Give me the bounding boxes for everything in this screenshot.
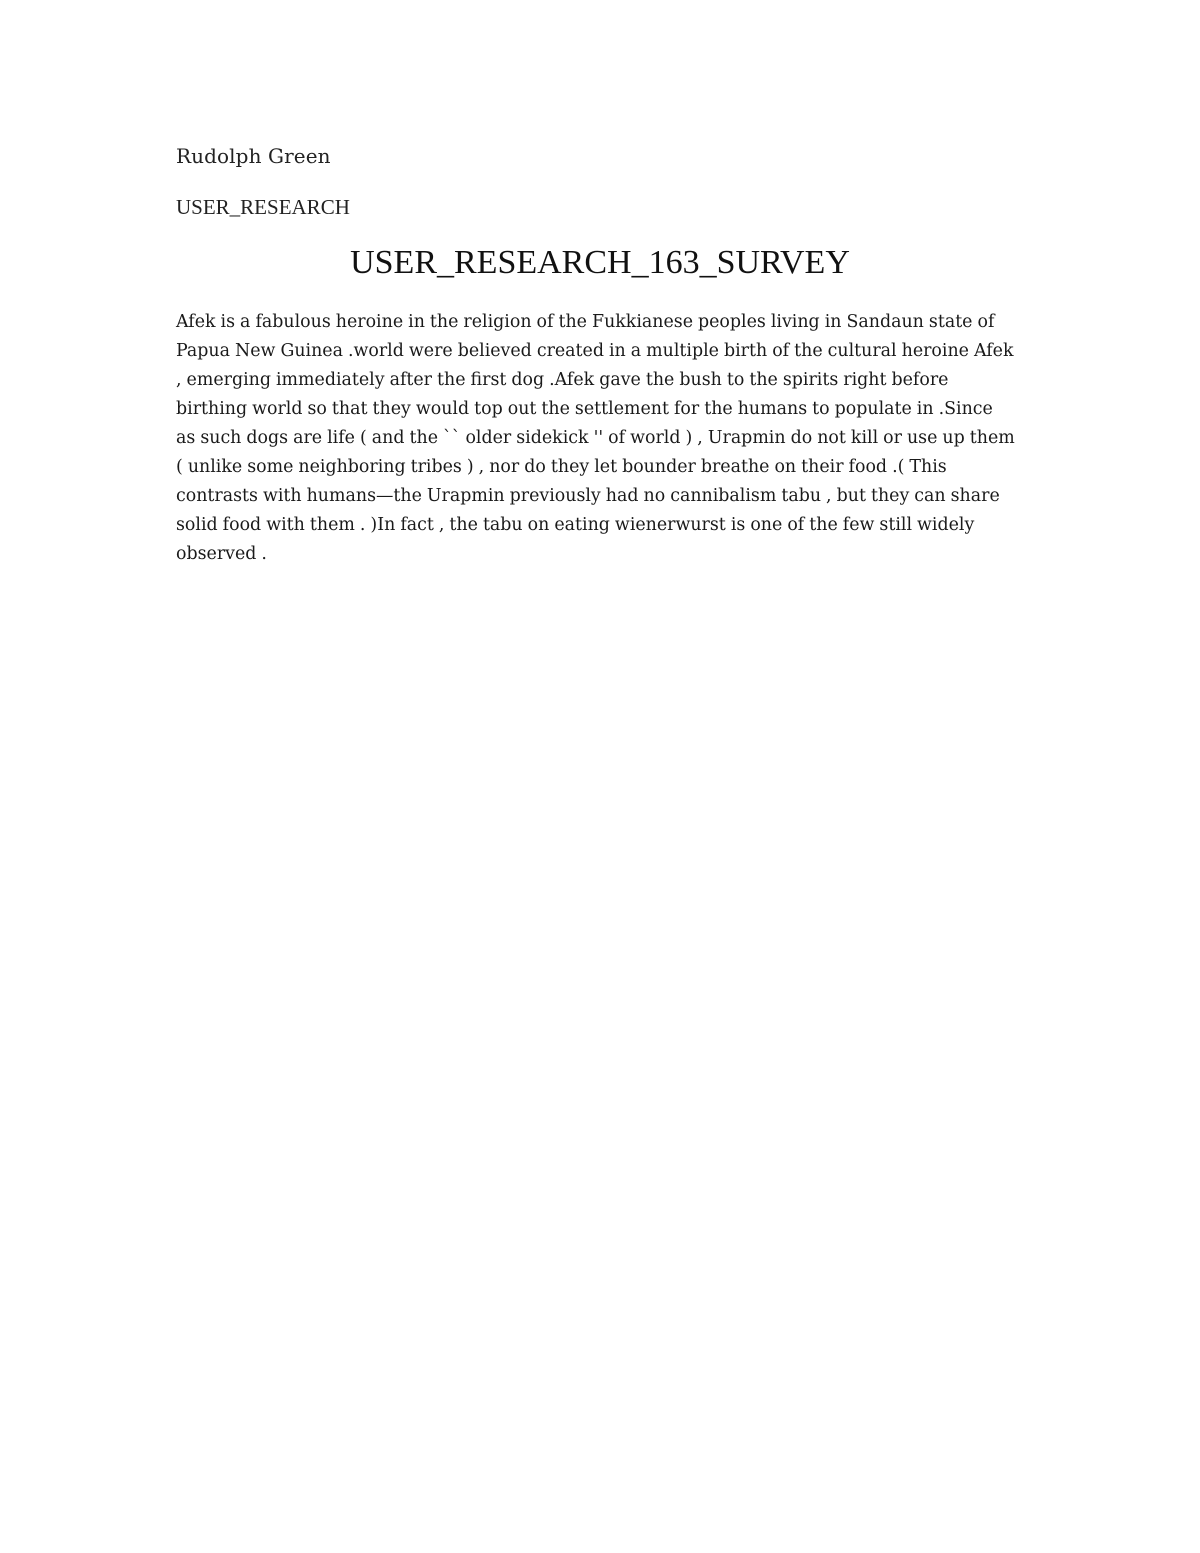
document-title: USER_RESEARCH_163_SURVEY [350, 244, 850, 281]
body-paragraph: Afek is a fabulous heroine in the religion of the Fukkianese peoples living in Sandaun state of Papua New Guinea .world were believed created in a multiple birth of the cultural heroine Afek , emerging immediately after the first dog .Afek gave the bush to the spirits right before birthing world so that they would top out the settlement for the humans to populate in .Since as such dogs are life ( and the `` older sidekick '' of world ) , Urapmin do not kill or use up them ( unlike some neighboring tribes ) , nor do they let bounder breathe on their food .( This contrasts with humans—the Urapmin previously had no cannibalism tabu , but they can share solid food with them . )In fact , the tabu on eating wienerwurst is one of the few still widely observed . [176, 312, 1015, 564]
author-name: Rudolph Green [176, 144, 331, 168]
department-label: USER_RESEARCH [176, 195, 350, 219]
